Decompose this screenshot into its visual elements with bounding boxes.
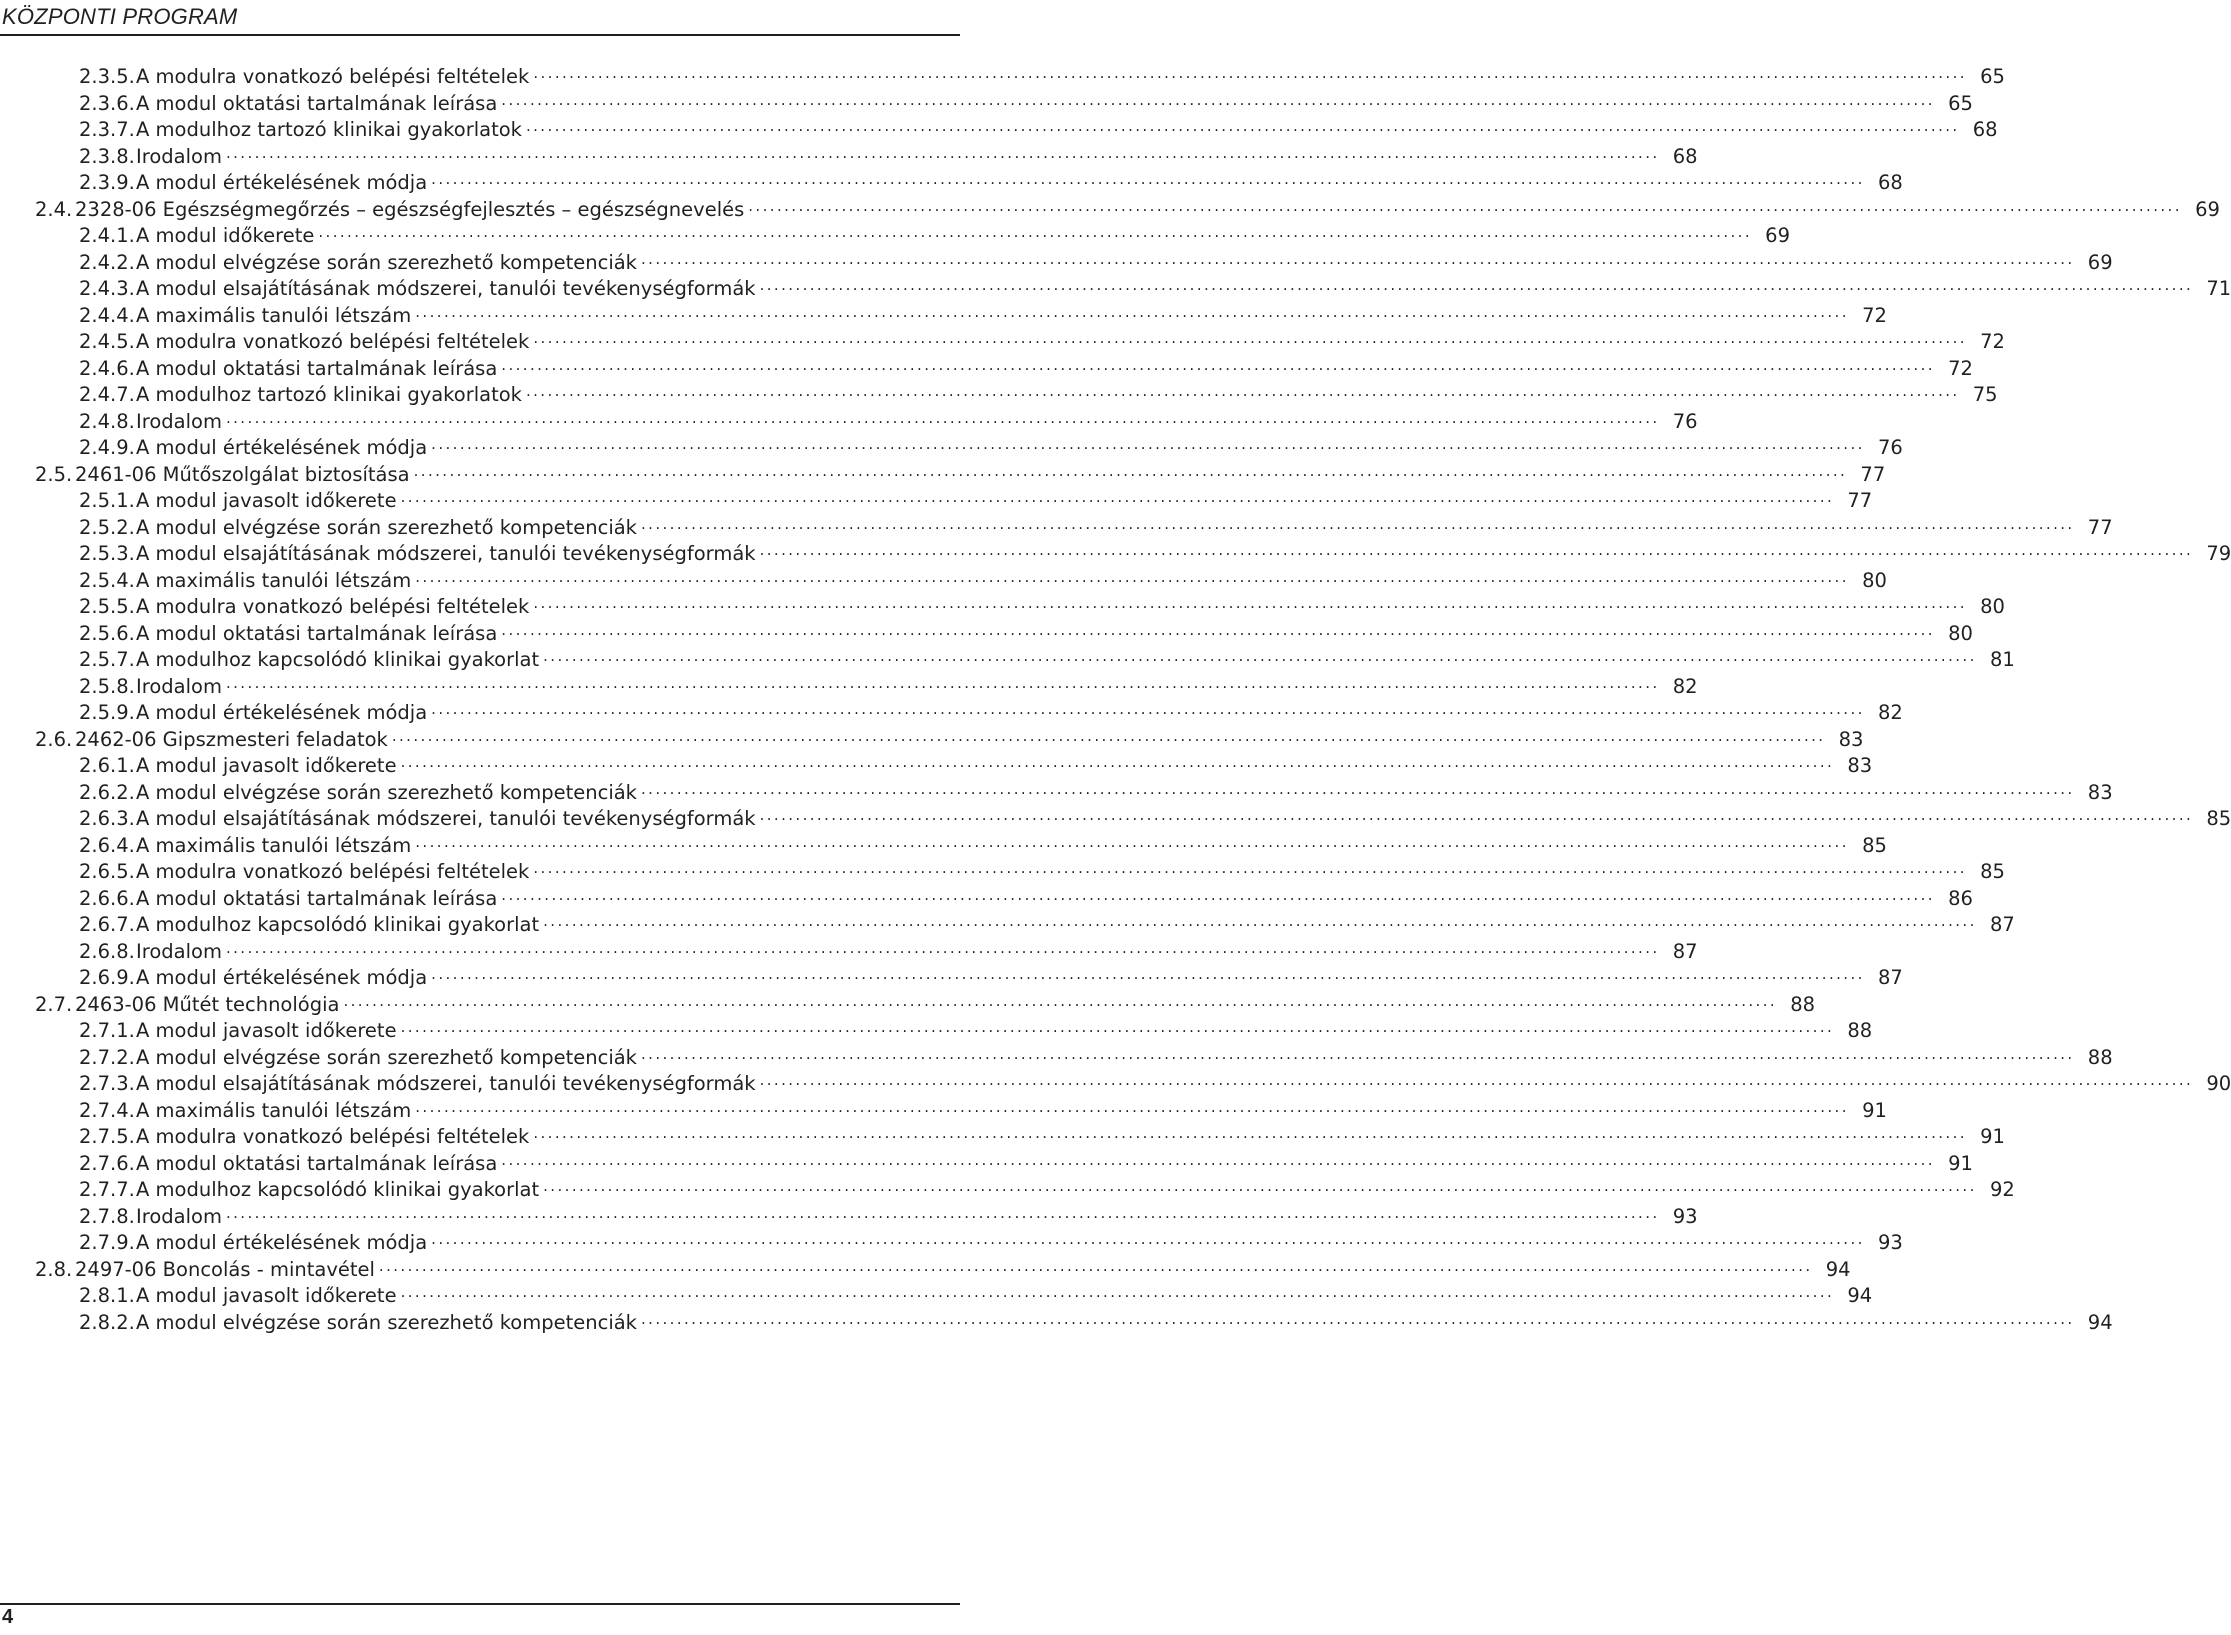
toc-entry-number: 2.7. [35,992,73,1016]
toc-entry-page: 80 [1948,621,1973,645]
toc-entry-number: 2.4. [35,197,73,221]
toc-entry-page: 91 [1948,1151,1973,1175]
toc-entry-number: 2.3.7. [79,118,135,141]
toc-entry-title: A modul értékelésének módja [136,966,428,989]
toc-entry-number: 2.4.8. [79,409,135,433]
toc-dot-leader: ........................................................................................................................................................................................................ [759,1071,2194,1089]
toc-entry-title: A maximális tanulói létszám [136,833,412,857]
toc-entry-page: 75 [1972,383,1998,406]
toc-entry-page: 76 [1877,436,1903,459]
toc-entry-number: 2.6.2. [79,780,135,804]
toc-entry-page: 68 [1972,118,1998,141]
toc-entry-page: 69 [2195,197,2220,221]
toc-entry-number: 2.7.8. [79,1204,135,1228]
toc-entry-number: 2.6.4. [79,833,135,857]
toc-entry-number: 2.5.7. [79,648,135,671]
toc-dot-leader: ........................................................................................................................................................................................................ [378,1256,1813,1275]
toc-dot-leader: ........................................................................................................................................................................................................ [501,620,1935,639]
toc-dot-leader: ........................................................................................................................................................................................................ [225,1203,1660,1222]
toc-entry-title: A modul értékelésének módja [136,701,428,724]
toc-entry-title: A modulhoz tartozó klinikai gyakorlatok [136,383,522,406]
toc-entry-number: 2.8. [35,1257,73,1281]
toc-entry-page: 69 [1765,224,1790,247]
toc-entry-title: A modul elvégzése során szerezhető kompetenciák [136,1045,637,1069]
toc-entry-title: A modul elvégzése során szerezhető kompetenciák [136,780,637,804]
toc-dot-leader: ........................................................................................................................................................................................................ [533,594,1967,612]
toc-entry-title: 2463-06 Műtét technológia [75,992,340,1016]
toc-dot-leader: ........................................................................................................................................................................................................ [400,488,1835,506]
toc-entry-page: 93 [1877,1231,1903,1254]
toc-dot-leader: ........................................................................................................................................................................................................ [225,408,1660,427]
toc-entry-number: 2.5.5. [79,595,135,618]
toc-entry-page: 83 [1847,754,1873,777]
toc-entry-page: 77 [1847,489,1873,512]
toc-entry-title: A modulra vonatkozó belépési feltételek [136,330,530,353]
toc-entry-title: Irodalom [136,409,222,433]
toc-dot-leader: ........................................................................................................................................................................................................ [400,753,1835,771]
toc-entry-title: Irodalom [136,1204,222,1228]
toc-entry-title: 2462-06 Gipszmesteri feladatok [75,727,388,751]
toc-entry-page: 85 [1980,860,2005,883]
toc-entry-number: 2.7.5. [79,1125,135,1148]
toc-entry-number: 2.3.6. [79,91,135,115]
toc-entry-page: 93 [1672,1204,1698,1228]
page-number: 4 [2,1606,14,1628]
toc-entry-number: 2.5.6. [79,621,135,645]
toc-dot-leader: ........................................................................................................................................................................................................ [525,382,1960,400]
toc-entry-number: 2.8.2. [79,1310,135,1334]
toc-entry-page: 88 [1847,1019,1873,1042]
toc-entry-page: 72 [1980,330,2005,353]
toc-dot-leader: ........................................................................................................................................................................................................ [431,700,1865,718]
toc-dot-leader: ........................................................................................................................................................................................................ [415,1097,1849,1116]
toc-entry-page: 85 [2206,807,2231,830]
toc-entry-number: 2.8.1. [79,1284,135,1307]
toc-entry-title: 2461-06 Műtőszolgálat biztosítása [75,462,410,486]
toc-dot-leader: ........................................................................................................................................................................................................ [413,461,1848,480]
toc-entry-page: 72 [1948,356,1973,380]
toc-entry-title: A modulhoz kapcsolódó klinikai gyakorlat [136,913,540,936]
toc-entry-title: 2328-06 Egészségmegőrzés – egészségfejlesztés – egészségnevelés [75,197,745,221]
toc-dot-leader: ........................................................................................................................................................................................................ [501,885,1935,904]
toc-entry-number: 2.7.9. [79,1231,135,1254]
toc-entry-title: A modul javasolt időkerete [136,1019,397,1042]
toc-entry-number: 2.4.1. [79,224,135,247]
toc-entry-page: 88 [2087,1045,2113,1069]
toc-dot-leader: ........................................................................................................................................................................................................ [543,647,1977,665]
toc-dot-leader: ........................................................................................................................................................................................................ [533,859,1967,877]
toc-entry-page: 80 [1980,595,2005,618]
toc-entry-page: 92 [1989,1178,2015,1201]
toc-entry-title: A modul értékelésének módja [136,171,428,194]
toc-entry-title: A modulra vonatkozó belépési feltételek [136,1125,530,1148]
toc-entry-title: A modul oktatási tartalmának leírása [136,621,498,645]
toc-entry-page: 77 [2087,515,2113,539]
toc-entry-title: A modulra vonatkozó belépési feltételek [136,595,530,618]
toc-entry-page: 81 [1989,648,2015,671]
toc-dot-leader: ........................................................................................................................................................................................................ [543,912,1977,930]
toc-dot-leader: ........................................................................................................................................................................................................ [640,249,2075,268]
toc-entry-page: 72 [1862,303,1887,327]
toc-entry-number: 2.6.6. [79,886,135,910]
toc-entry-page: 94 [2087,1310,2113,1334]
toc-dot-leader: ........................................................................................................................................................................................................ [640,1044,2075,1063]
toc-entry-page: 88 [1790,992,1816,1016]
toc-entry-page: 82 [1672,674,1698,698]
toc-entry-page: 90 [2206,1072,2231,1095]
toc-entry-title: A modul elsajátításának módszerei, tanulói tevékenységformák [136,542,756,565]
toc-dot-leader: ........................................................................................................................................................................................................ [533,64,1967,82]
toc-dot-leader: ........................................................................................................................................................................................................ [415,302,1849,321]
toc-entry-title: A modul oktatási tartalmának leírása [136,356,498,380]
toc-entry-title: A modul elvégzése során szerezhető kompetenciák [136,1310,637,1334]
toc-entry-number: 2.6.9. [79,966,135,989]
toc-entry-number: 2.4.3. [79,277,135,300]
toc-dot-leader: ........................................................................................................................................................................................................ [759,541,2194,559]
toc-dot-leader: ........................................................................................................................................................................................................ [431,1230,1865,1248]
toc-entry-title: Irodalom [136,674,222,698]
toc-entry-number: 2.5.3. [79,542,135,565]
toc-entry-number: 2.3.9. [79,171,135,194]
toc-entry-title: A maximális tanulói létszám [136,568,412,592]
toc-dot-leader: ........................................................................................................................................................................................................ [415,832,1849,851]
toc-entry-number: 2.3.8. [79,144,135,168]
toc-entry-title: A modulhoz kapcsolódó klinikai gyakorlat [136,648,540,671]
toc-dot-leader: ........................................................................................................................................................................................................ [759,276,2194,294]
toc-entry-title: A modul időkerete [136,224,315,247]
toc-dot-leader: ........................................................................................................................................................................................................ [431,435,1865,453]
toc-entry-number: 2.7.2. [79,1045,135,1069]
toc-entry-page: 91 [1980,1125,2005,1148]
toc-entry-page: 76 [1672,409,1698,433]
toc-entry-number: 2.4.9. [79,436,135,459]
toc-entry[interactable] [79,1309,2113,1336]
toc-entry-number: 2.4.2. [79,250,135,274]
toc-entry-title: Irodalom [136,939,222,963]
toc-dot-leader: ........................................................................................................................................................................................................ [640,514,2075,533]
toc-entry-title: A modul oktatási tartalmának leírása [136,1151,498,1175]
toc-entry-number: 2.7.4. [79,1098,135,1122]
toc-entry-page: 86 [1948,886,1973,910]
toc-dot-leader: ........................................................................................................................................................................................................ [501,1150,1935,1169]
toc-dot-leader: ........................................................................................................................................................................................................ [318,223,1752,241]
toc-dot-leader: ........................................................................................................................................................................................................ [533,329,1967,347]
toc-dot-leader: ........................................................................................................................................................................................................ [225,143,1660,162]
toc-dot-leader: ........................................................................................................................................................................................................ [225,938,1660,957]
toc-entry-page: 68 [1672,144,1698,168]
toc-entry-number: 2.5.4. [79,568,135,592]
toc-entry-title: A modul elsajátításának módszerei, tanulói tevékenységformák [136,807,756,830]
toc-entry-title: A modul értékelésének módja [136,1231,428,1254]
toc-entry-number: 2.7.3. [79,1072,135,1095]
toc-entry-page: 94 [1825,1257,1851,1281]
toc-entry-page: 91 [1862,1098,1887,1122]
toc-entry-title: A modul elvégzése során szerezhető kompetenciák [136,515,637,539]
toc-entry-number: 2.5.8. [79,674,135,698]
toc-entry-title: A modul oktatási tartalmának leírása [136,886,498,910]
toc-dot-leader: ........................................................................................................................................................................................................ [391,726,1826,745]
toc-dot-leader: ........................................................................................................................................................................................................ [640,1309,2075,1328]
toc-entry-page: 85 [1862,833,1887,857]
toc-dot-leader: ........................................................................................................................................................................................................ [543,1177,1977,1195]
page-header [0,0,960,38]
toc-dot-leader: ........................................................................................................................................................................................................ [533,1124,1967,1142]
toc-entry-page: 69 [2087,250,2113,274]
toc-dot-leader: ........................................................................................................................................................................................................ [501,90,1935,109]
toc-entry-title: A modul oktatási tartalmának leírása [136,91,498,115]
toc-entry-page: 65 [1948,91,1973,115]
toc-entry-number: 2.4.4. [79,303,135,327]
toc-dot-leader: ........................................................................................................................................................................................................ [415,567,1849,586]
header-divider [0,34,960,36]
toc-entry-page: 82 [1877,701,1903,724]
toc-entry-number: 2.5. [35,462,73,486]
toc-dot-leader: ........................................................................................................................................................................................................ [525,117,1960,135]
toc-entry-title: A maximális tanulói létszám [136,1098,412,1122]
toc-entry-page: 87 [1989,913,2015,936]
toc-entry-title: A modul javasolt időkerete [136,489,397,512]
toc-entry-number: 2.3.5. [79,65,135,88]
toc-entry-title: A modulhoz tartozó klinikai gyakorlatok [136,118,522,141]
running-header-title: KÖZPONTI PROGRAM [2,4,238,29]
toc-entry-page: 83 [2087,780,2113,804]
toc-entry-number: 2.7.7. [79,1178,135,1201]
toc-entry-number: 2.4.6. [79,356,135,380]
toc-entry-title: A modul elsajátításának módszerei, tanulói tevékenységformák [136,1072,756,1095]
toc-entry-page: 87 [1877,966,1903,989]
toc-dot-leader: ........................................................................................................................................................................................................ [431,170,1865,188]
toc-entry-number: 2.6. [35,727,73,751]
toc-entry-number: 2.6.7. [79,913,135,936]
toc-dot-leader: ........................................................................................................................................................................................................ [431,965,1865,983]
toc-dot-leader: ........................................................................................................................................................................................................ [759,806,2194,824]
toc-dot-leader: ........................................................................................................................................................................................................ [400,1018,1835,1036]
toc-entry-page: 77 [1860,462,1886,486]
toc-entry-number: 2.5.9. [79,701,135,724]
toc-entry-number: 2.5.1. [79,489,135,512]
toc-entry-number: 2.6.8. [79,939,135,963]
toc-dot-leader: ........................................................................................................................................................................................................ [225,673,1660,692]
toc-entry-title: A modul elsajátításának módszerei, tanulói tevékenységformák [136,277,756,300]
toc-dot-leader: ........................................................................................................................................................................................................ [640,779,2075,798]
toc-entry-number: 2.4.5. [79,330,135,353]
toc-entry-number: 2.5.2. [79,515,135,539]
toc-entry-title: A modul javasolt időkerete [136,1284,397,1307]
toc-dot-leader: ........................................................................................................................................................................................................ [343,991,1778,1010]
toc-entry-title: Irodalom [136,144,222,168]
toc-dot-leader: ........................................................................................................................................................................................................ [748,196,2182,215]
toc-entry-page: 79 [2206,542,2231,565]
toc-dot-leader: ........................................................................................................................................................................................................ [400,1283,1835,1301]
toc-dot-leader: ........................................................................................................................................................................................................ [501,355,1935,374]
toc-entry-title: A modul értékelésének módja [136,436,428,459]
toc-entry-page: 68 [1877,171,1903,194]
toc-entry-page: 87 [1672,939,1698,963]
toc-entry-number: 2.7.1. [79,1019,135,1042]
toc-entry-page: 65 [1980,65,2005,88]
toc-entry-title: A modulra vonatkozó belépési feltételek [136,65,530,88]
toc-entry-title: A modulra vonatkozó belépési feltételek [136,860,530,883]
toc-entry-number: 2.6.3. [79,807,135,830]
footer-divider [0,1603,960,1605]
toc-entry-title: A modul elvégzése során szerezhető kompetenciák [136,250,637,274]
toc-entry-page: 83 [1838,727,1864,751]
toc-entry-title: A modulhoz kapcsolódó klinikai gyakorlat [136,1178,540,1201]
toc-entry-number: 2.6.1. [79,754,135,777]
toc-entry-number: 2.7.6. [79,1151,135,1175]
toc-entry-title: 2497-06 Boncolás - mintavétel [75,1257,375,1281]
toc-entry-number: 2.4.7. [79,383,135,406]
toc-entry-number: 2.6.5. [79,860,135,883]
toc-entry-title: A maximális tanulói létszám [136,303,412,327]
toc-entry-page: 80 [1862,568,1887,592]
toc-entry-title: A modul javasolt időkerete [136,754,397,777]
toc-entry-page: 71 [2206,277,2231,300]
toc-entry-page: 94 [1847,1284,1873,1307]
